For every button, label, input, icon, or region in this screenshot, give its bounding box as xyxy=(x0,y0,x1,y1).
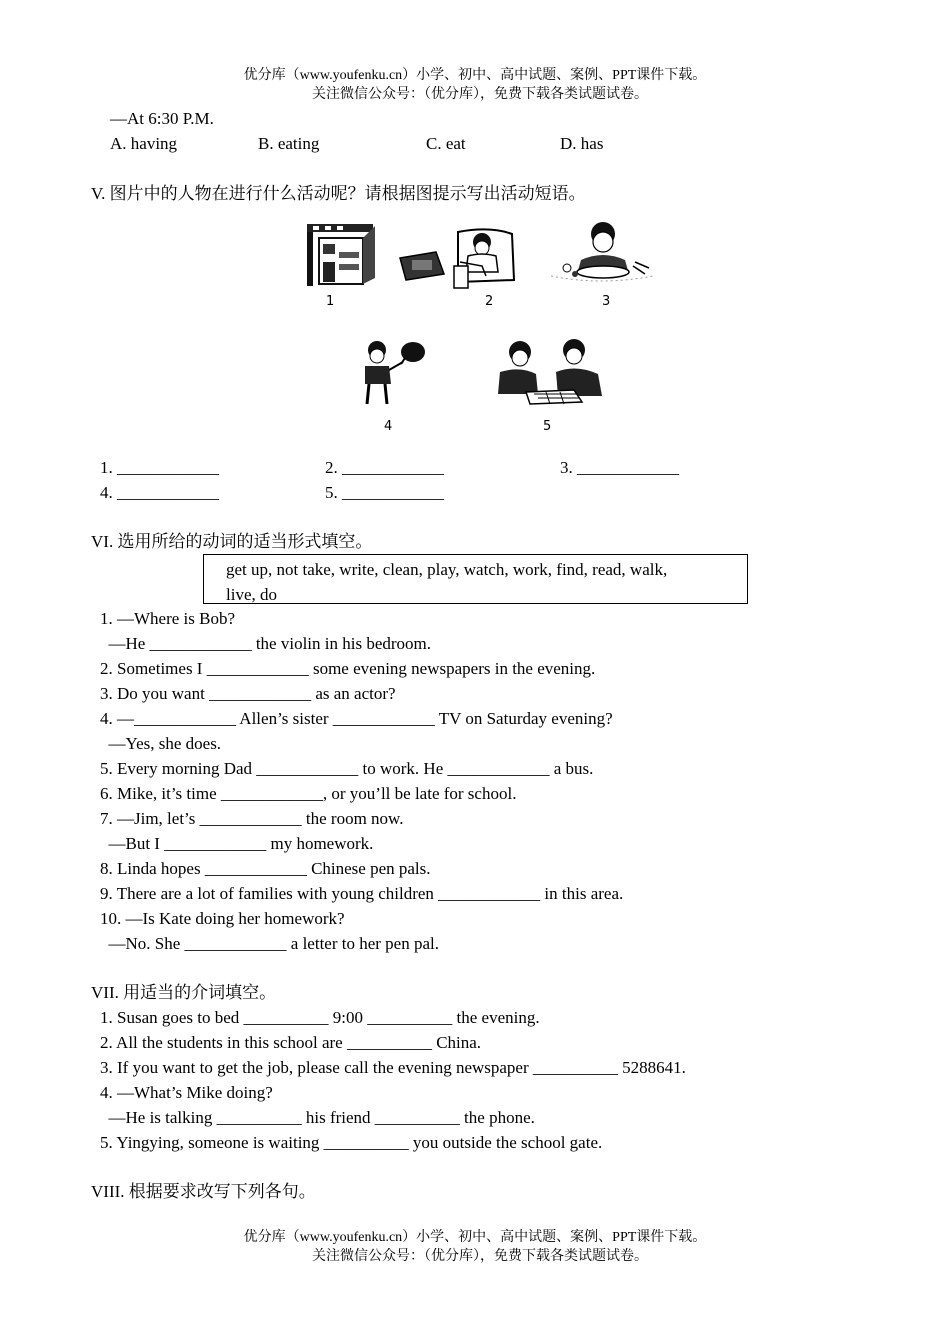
s6-line: 8. Linda hopes ____________ Chinese pen pals. xyxy=(100,859,431,878)
answer-blank-5[interactable]: 5. ____________ xyxy=(325,483,444,502)
s6-line: 2. Sometimes I ____________ some evening newspapers in the evening. xyxy=(100,659,596,678)
header-line-1: 优分库（www.youfenku.cn）小学、初中、高中试题、案例、PPT课件下载。 xyxy=(243,68,707,83)
s6-line: —No. She ____________ a letter to her pen pal. xyxy=(100,934,439,953)
s6-line: —Yes, she does. xyxy=(100,734,222,753)
s6-line: 9. There are a lot of families with young children ____________ in this area. xyxy=(100,884,624,903)
header-line-2: 关注微信公众号：（优分库），免费下载各类试题试卷。 xyxy=(312,87,648,102)
s6-line: —He ____________ the violin in his bedroom. xyxy=(100,634,432,653)
answer-blank-2[interactable]: 2. ____________ xyxy=(325,458,444,477)
option-b: B. eating xyxy=(258,134,320,153)
section-8-title: VIII. 根据要求改写下列各句。 xyxy=(91,1182,316,1201)
answer-blank-4[interactable]: 4. ____________ xyxy=(100,483,219,502)
prev-answer: —At 6:30 P.M. xyxy=(110,109,214,128)
picture-caption-3: 3 xyxy=(602,294,611,309)
footer-line-1: 优分库（www.youfenku.cn）小学、初中、高中试题、案例、PPT课件下载。 xyxy=(243,1230,707,1245)
s7-line: 2. All the students in this school are __________ China. xyxy=(100,1033,482,1052)
picture-caption-1: 1 xyxy=(326,294,335,309)
page-footer xyxy=(0,1228,950,1266)
page-header xyxy=(0,66,950,104)
word-bank-box xyxy=(203,554,748,604)
picture-2-watch-tv xyxy=(396,222,522,292)
option-c: C. eat xyxy=(426,134,466,153)
s6-line: 5. Every morning Dad ____________ to work. He ____________ a bus. xyxy=(100,759,594,778)
s6-line: —But I ____________ my homework. xyxy=(100,834,374,853)
answer-blank-1[interactable]: 1. ____________ xyxy=(100,458,219,477)
s6-line: 6. Mike, it’s time ____________, or you’ll be late for school. xyxy=(100,784,517,803)
s6-line: 4. —____________ Allen’s sister ____________ TV on Saturday evening? xyxy=(100,709,613,728)
word-bank-line-1: get up, not take, write, clean, play, watch, work, find, read, walk, xyxy=(226,560,668,579)
s6-line: 3. Do you want ____________ as an actor? xyxy=(100,684,396,703)
footer-line-2: 关注微信公众号：（优分库），免费下载各类试题试卷。 xyxy=(312,1249,648,1264)
picture-4-play-ping-pong xyxy=(355,338,431,410)
s6-line: 10. —Is Kate doing her homework? xyxy=(100,909,345,928)
picture-caption-4: 4 xyxy=(384,419,393,434)
s7-line: 1. Susan goes to bed __________ 9:00 __________ the evening. xyxy=(100,1008,540,1027)
section-5-title: V. 图片中的人物在进行什么活动呢？请根据图提示写出活动短语。 xyxy=(91,184,586,203)
picture-5-play-chess xyxy=(490,336,612,410)
section-6-title: VI. 选用所给的动词的适当形式填空。 xyxy=(91,532,373,551)
s7-line: 5. Yingying, someone is waiting __________ you outside the school gate. xyxy=(100,1133,603,1152)
s6-line: 7. —Jim, let’s ____________ the room now. xyxy=(100,809,404,828)
picture-caption-2: 2 xyxy=(485,294,494,309)
answer-blank-3[interactable]: 3. ____________ xyxy=(560,458,679,477)
option-a: A. having xyxy=(110,134,178,153)
s7-line: —He is talking __________ his friend __________ the phone. xyxy=(100,1108,535,1127)
s7-line: 3. If you want to get the job, please call the evening newspaper __________ 5288641. xyxy=(100,1058,686,1077)
option-d: D. has xyxy=(560,134,604,153)
picture-3-eat-dinner xyxy=(545,216,657,292)
picture-caption-5: 5 xyxy=(543,419,552,434)
picture-1-get-up xyxy=(303,218,379,290)
s7-line: 4. —What’s Mike doing? xyxy=(100,1083,273,1102)
word-bank-line-2: live, do xyxy=(226,585,277,604)
s6-line: 1. —Where is Bob? xyxy=(100,609,236,628)
section-7-title: VII. 用适当的介词填空。 xyxy=(91,983,277,1002)
